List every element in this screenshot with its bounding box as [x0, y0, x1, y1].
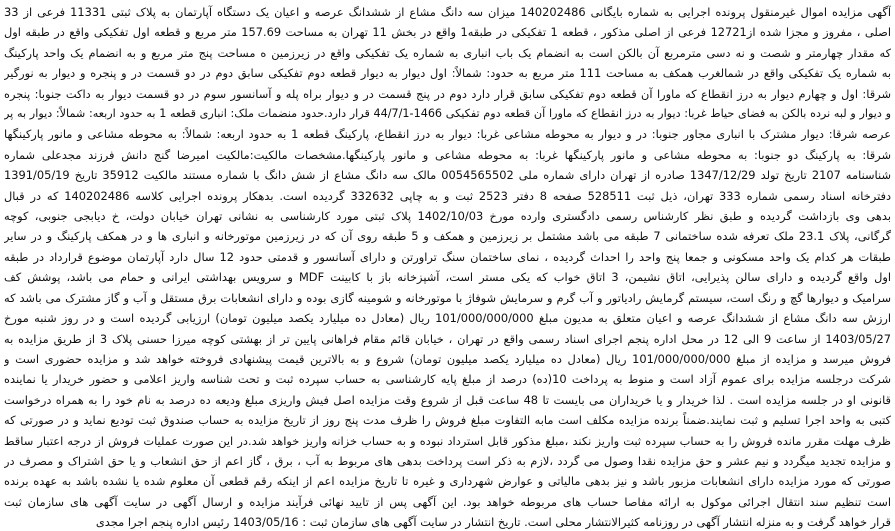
notice-line: قانونی او در جلسه مزایده است . لذا خریدار و یا خریداران می بایست تا 48 ساعت قبل از شروع وقت مزایده اصل فیش واریزی مبلغ ودیعه ده درصد به نام خود را به همراه درخواست	[4, 392, 891, 407]
notice-line: فروش میرسد و مزایده از مبلغ 101/000/000/000 ریال (معادل ده میلیارد یکصد میلیون تومان) شروع و به بالاترین قیمت پیشنهادی فروخته خواهد شد و مزایده حضوری است و	[4, 351, 891, 366]
notice-line: بدهی وی بازداشت گردیده و طبق نظر کارشناس رسمی دادگستری وارده مورخ 1402/10/03 پلاک ثبتی مورد کارشناسی به نشانی تهران خیابان دولت، خ دیابجی جنوبی، کوچه	[4, 209, 891, 224]
notice-line: شرکت درجلسه مزایده برای عموم آزاد است و منوط به پرداخت 10(ده) درصد از مبلغ پایه کارشناسی به حساب سپرده ثبت و تحت شناسه واریز اعلامی و حضور خریدار یا نماینده	[4, 372, 891, 387]
notice-line: ظرف مهلت مقرر مانده فروش را به حساب سپرده ثبت واریز نکند ،مبلغ مذکور قابل استرداد نبوده و به حساب خزانه واریز خواهد شد.در این صورت عملیات فروش از درجه اعتبار ساقط	[4, 433, 891, 448]
notice-line: به شماره یک تفکیکی واقع در شمالغرب همکف به مساحت 111 متر مربع به حدود: شمالاً: اول دیوار به دیوار قطعه دوم تفکیکی سابق دوم در دو قسمت در و پنجره و دیوار به نورگیر	[4, 66, 891, 81]
notice-line: صورتی که مورد مزایده دارای انشعابات مزبور باشد و نیز بدهی مالیاتی و عوارض شهرداری و غیره تا تاریخ مزایده اعم از اینکه رقم قطعی آن معلوم شده یا نشده باشد به عهده برنده	[4, 474, 891, 489]
notice-line: اول واقع گردیده و دارای سالن پذیرایی، اتاق نشیمن، 3 اتاق خواب که یکی مستر است، آشپزخانه باز با کابینت MDF و سرویس بهداشتی ایرانی و حمام می باشد، پوشش کف	[4, 270, 891, 285]
notice-line: ارزش سه دانگ مشاع از ششدانگ عرصه و اعیان متعلق به مدیون مبلغ 101/000/000/000 ریال (معادل ده میلیارد یکصد میلیون تومان) ارزیابی گردیده است و در روز شنبه مورخ	[4, 311, 891, 326]
notice-line: آگهی مزایده اموال غیرمنقول پرونده اجرایی به شماره بایگانی 140202486 میزان سه دانگ مشاع از ششدانگ عرصه و اعیان یک دستگاه آپارتمان به پلاک ثبتی 11331 فرعی از 33	[4, 5, 891, 19]
notice-line: که مقدار چهارمتر و شصت و نه دسی مترمربع آن بالکن است به انضمام یک باب انباری به شماره یک تفکیکی واقع در زیرزمین ه مساحت پنج متر مربع و به انضمام یک واحد پارکینگ	[4, 45, 891, 60]
notice-line: دفترخانه اسناد رسمی شماره 333 تهران، ذیل ثبت 528511 صفحه 8 دفتر 2523 ثبت و به چاپی 332632 گردیده است. بدهکار پرونده اجرایی کلاسه 140202486 که در قبال	[4, 188, 891, 203]
notice-line: عرصه شرقا: دیوار مشترک با انباری مجاور جنوبا: در و دیوار به محوطه مشاعی غربا: دیوار به درز انقطاع، پارکینگ قطعه 1 به حدود اربعه: شمالاً: به محوطه مشاعی و مانور پارکینگها	[4, 127, 891, 142]
notice-line: شرقا: به پارکینگ دو جنوبا: به محوطه مشاعی و مانور پارکینگها غربا: به محوطه مشاعی و مانور پارکینگها.مشخصات مالکیت:مالکیت امیرضا گنج دانش فرزند مجدعلی شماره	[4, 147, 891, 162]
notice-line: و مزایده تجدید میگردد و نیم عشر و حق مزایده نقدا وصول می گردد ،لازم به ذکر است پرداخت بدهی های مربوط به آب ، برق ، گاز اعم از حق انشعاب و یا حق اشتراک و مصرف در	[4, 453, 891, 468]
notice-line: شناسنامه 2107 تاریخ تولد 1347/12/29 صادره از تهران دارای شماره ملی 0054565502 مالک سه دانگ مشاع از شش دانگ با شماره مستند مالکیت 35912 تاریخ 1391/05/19	[4, 168, 891, 183]
notice-line: اصلی ، مفروز و مجزا شده از12721 فرعی از اصلی مذکور ، قطعه 1 تفکیکی در طبقه1 واقع در بخش 11 تهران به مساحت 157.69 متر مربع و قطعه اول تفکیکی واقع در طبقه اول	[4, 25, 891, 40]
notice-line: شرقا: اول و چهارم دیوار به درز انقطاع که ماورا آن قطعه دوم تفکیکی سابق قرار دارد دوم در پنج قسمت در و دیوار براه پله و آسانسور سوم در دو قسمت دیوار به داکت جنوبا: پنجره	[4, 86, 891, 101]
notice-line: 1403/05/27 از ساعت 9 الی 12 در محل اداره پنجم اجرای اسناد رسمی واقع در تهران ، خیابان قائم مقام فراهانی پایین تر از بهشتی کوچه میرزا حسنی پلاک 3 از طریق مزایده به	[4, 331, 891, 346]
notice-line: است تنظیم سند انتقال اجرائی موکول به ارائه مفاصا حساب های مربوطه خواهد بود. این آگهی پس از تایید نهائی فرآیند مزایده و ارسال آگهی در سایت آگهی های سازمان ثبت	[4, 494, 891, 509]
notice-line: سرامیک و دیوارها گچ و رنگ است، سیستم گرمایش رادیاتور و آب گرم و سرمایش شوفاژ با موتورخانه و شومینه گازی بوده و دارای انشعابات برق مستقل و آب و گاز مشترک می باشد که	[4, 290, 891, 305]
notice-line: و دیوار و لبه نرده بالکن به فضای حیاط غربا: دیوار به درز انقطاع که ماورا آن قطعه دوم تفکیکی 1466-44/7/1 قرار دارد.حدود منضمات ملک: انباری قطعه 1 به حدود اربعه: شمالاً: دیوار به پر	[4, 107, 891, 121]
notice-line: گرگانی، پلاک 23.1 ملک تعرفه شده ساختمانی 7 طبقه می باشد مشتمل بر زیرزمین و همکف و 5 طبقه روی آن که در زیرزمین موتورخانه و انباری ها و در همکف پارکینگ و در سایر	[4, 229, 891, 244]
notice-line: قرار خواهد گرفت و به منزله انتشار آگهی در روزنامه کثیرالانتشار محلی است. تاریخ انتشار در سایت آگهی های سازمان ثبت : 1403/05/16 رئیس اداره پنجم اجرا مجدی	[95, 515, 891, 530]
notice-line: طبقات هر کدام یک واحد مسکونی و جمعا پنج واحد را احداث گردیده ، نمای ساختمان سنگ تراورتن و دارای آسانسور و قدمتی حدود 12 سال دارد آپارتمان موضوع قرارداد در طبقه	[4, 249, 891, 264]
notice-line: کتبی به واحد اجرا تسلیم و ثبت نمایند.ضمناً برنده مزایده مکلف است مابه التفاوت مبلغ فروش را ظرف مدت پنج روز از تاریخ مزایده به حساب صندوق ثبت تودیع نماید و در صورتی که	[4, 413, 891, 428]
